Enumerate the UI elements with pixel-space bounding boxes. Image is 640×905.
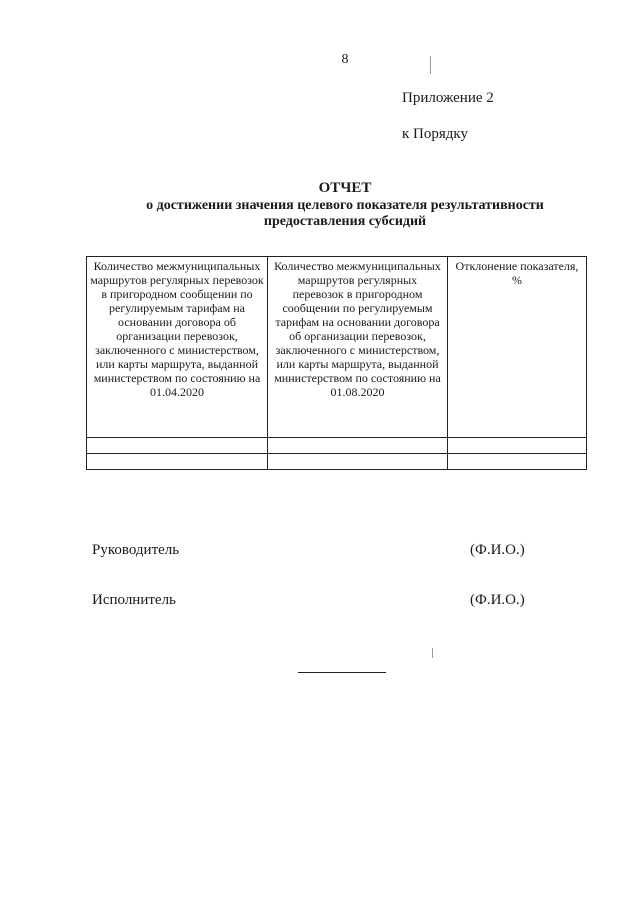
closing-rule xyxy=(298,672,386,673)
head-fio-placeholder: (Ф.И.О.) xyxy=(470,542,525,558)
header-cell-deviation: Отклонение показателя, % xyxy=(448,257,587,438)
document-subtitle: о достижении значения целевого показателя результативности предоставления субсидий xyxy=(146,198,544,229)
table-cell xyxy=(87,438,268,454)
table-cell xyxy=(268,454,448,470)
table-row xyxy=(87,454,587,470)
table-cell xyxy=(448,438,587,454)
document-title: ОТЧЕТ xyxy=(318,180,372,196)
page-number: 8 xyxy=(341,52,349,67)
executor-fio-placeholder: (Ф.И.О.) xyxy=(470,592,525,608)
table-header-row xyxy=(87,257,587,438)
scan-artifact xyxy=(430,56,431,74)
table-row xyxy=(87,438,587,454)
header-cell-routes-0401: Количество межмуниципальных маршрутов регулярных перевозок в пригородном сообщении по регулируемым тарифам на основании договора об организации перевозок, заключенного с министерством, или карты маршрута, выданной министерством по состоянию на 01.04.2020 xyxy=(87,257,268,438)
head-signature-label: Руководитель xyxy=(92,542,180,558)
table-cell xyxy=(448,454,587,470)
scan-artifact xyxy=(432,648,433,658)
executor-signature-label: Исполнитель xyxy=(92,592,176,608)
report-table xyxy=(86,256,587,470)
table-cell xyxy=(87,454,268,470)
appendix-label: Приложение 2 xyxy=(402,90,494,106)
header-cell-routes-0801: Количество межмуниципальных маршрутов регулярных перевозок в пригородном сообщении по регулируемым тарифам на основании договора об организации перевозок, заключенного с министерством, или карты маршрута, выданной министерством по состоянию на 01.08.2020 xyxy=(268,257,448,438)
table-cell xyxy=(268,438,448,454)
appendix-reference: к Порядку xyxy=(402,126,468,142)
